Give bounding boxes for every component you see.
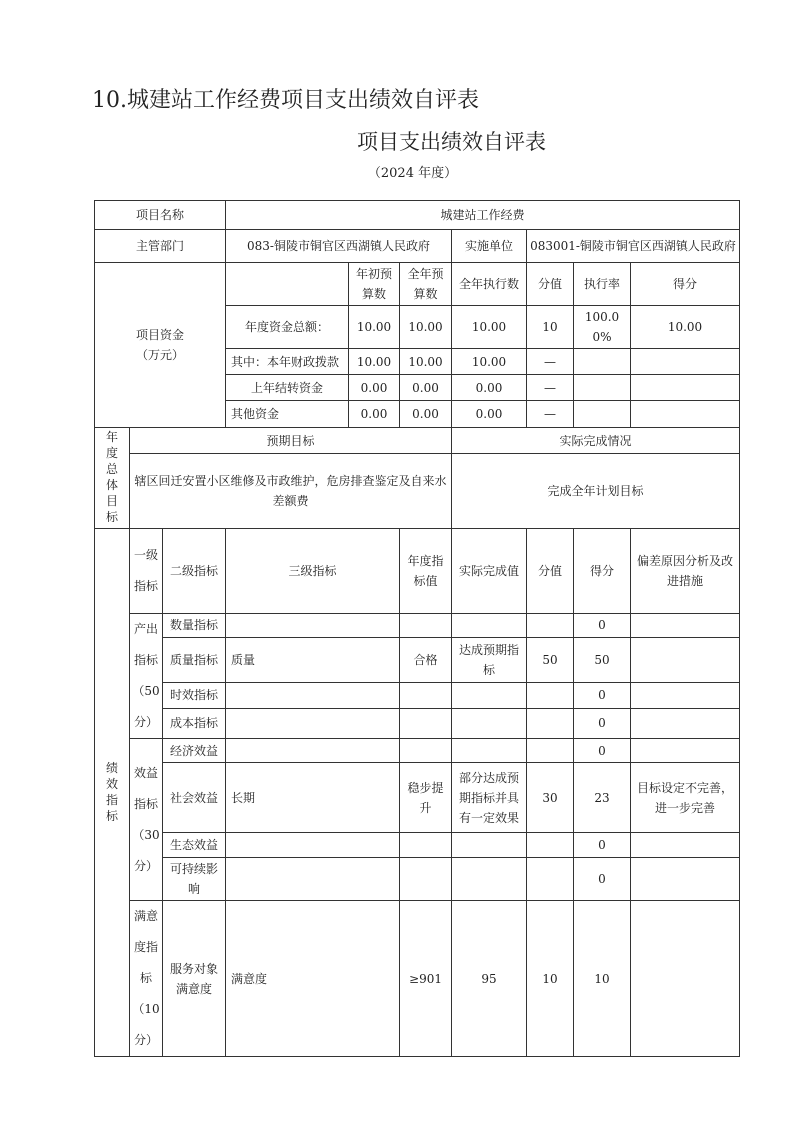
indicator-row [95, 901, 740, 1057]
indicator-row [95, 637, 740, 682]
table-cell: 100.00% [574, 306, 631, 349]
table-cell: 0.00 [349, 375, 400, 401]
table-cell [527, 739, 574, 763]
table-cell: 0 [574, 833, 631, 858]
col-header: 得分 [631, 263, 740, 306]
table-cell: 部分达成预期指标并具有一定效果 [452, 763, 527, 833]
table-cell: 0 [574, 739, 631, 763]
table-cell: — [527, 349, 574, 375]
col-header: 全年预算数 [400, 263, 452, 306]
table-cell [400, 858, 452, 901]
col-header: 年初预算数 [349, 263, 400, 306]
document-title: 10.城建站工作经费项目支出绩效自评表 [92, 88, 479, 113]
level3-indicator [226, 739, 400, 763]
evaluation-table [94, 200, 740, 1057]
table-cell [452, 614, 527, 638]
level2-indicator: 质量指标 [163, 637, 226, 682]
table-cell [631, 349, 740, 375]
col-header: 得分 [574, 529, 631, 614]
table-cell [631, 901, 740, 1057]
funds-label [95, 263, 226, 428]
perf-label-cell [95, 529, 130, 1057]
table-cell: 稳步提升 [400, 763, 452, 833]
table-cell [574, 375, 631, 401]
annual-goal-label-cell [95, 428, 130, 529]
col-header: 二级指标 [163, 529, 226, 614]
table-cell [452, 682, 527, 708]
table-cell [226, 263, 349, 306]
level2-indicator: 时效指标 [163, 682, 226, 708]
table-cell: 10.00 [452, 349, 527, 375]
table-cell [631, 858, 740, 901]
table-cell [631, 401, 740, 428]
table-cell: 10 [574, 901, 631, 1057]
indicator-row [95, 614, 740, 638]
level2-indicator: 生态效益 [163, 833, 226, 858]
unit-label: 实施单位 [452, 230, 527, 263]
col-header: 分值 [527, 529, 574, 614]
level2-indicator: 社会效益 [163, 763, 226, 833]
col-header: 一级指标 [130, 529, 163, 614]
level2-indicator: 经济效益 [163, 739, 226, 763]
indicator-row [95, 682, 740, 708]
table-cell [400, 708, 452, 738]
level3-indicator [226, 682, 400, 708]
indicator-row [95, 858, 740, 901]
table-cell: 10.00 [400, 349, 452, 375]
level2-indicator: 可持续影响 [163, 858, 226, 901]
table-cell [400, 614, 452, 638]
table-cell: 10.00 [452, 306, 527, 349]
year-label: （2024 年度） [367, 166, 458, 181]
level2-indicator: 成本指标 [163, 708, 226, 738]
level1-indicator: 效益指标（30分） [130, 739, 163, 901]
actual-goal-header: 实际完成情况 [452, 428, 740, 454]
col-header: 全年执行数 [452, 263, 527, 306]
table-cell: 10 [527, 901, 574, 1057]
table-cell [400, 682, 452, 708]
table-cell [452, 739, 527, 763]
level3-indicator: 满意度 [226, 901, 400, 1057]
table-cell [400, 833, 452, 858]
level2-indicator: 服务对象满意度 [163, 901, 226, 1057]
table-cell: 10.00 [400, 306, 452, 349]
table-cell [631, 739, 740, 763]
indicator-row [95, 708, 740, 738]
project-name: 城建站工作经费 [226, 201, 740, 230]
actual-goal: 完成全年计划目标 [452, 454, 740, 529]
table-cell: 0.00 [452, 375, 527, 401]
col-header: 三级指标 [226, 529, 400, 614]
funds-unit-text: （万元） [135, 348, 184, 362]
table-cell: 合格 [400, 637, 452, 682]
table-title: 项目支出绩效自评表 [357, 130, 546, 154]
annual-goal-label: 年度总体目标 [105, 430, 118, 524]
table-cell: 0 [574, 858, 631, 901]
funds-row-label: 年度资金总额： [226, 306, 349, 349]
table-cell: — [527, 401, 574, 428]
table-cell: 10.00 [349, 306, 400, 349]
project-name-label: 项目名称 [95, 201, 226, 230]
table-cell [631, 833, 740, 858]
table-cell: 0.00 [400, 401, 452, 428]
table-cell: 目标设定不完善，进一步完善 [631, 763, 740, 833]
table-cell [631, 637, 740, 682]
table-cell [452, 708, 527, 738]
table-cell: 10.00 [631, 306, 740, 349]
indicator-row [95, 739, 740, 763]
table-cell [400, 739, 452, 763]
col-header: 分值 [527, 263, 574, 306]
level2-indicator: 数量指标 [163, 614, 226, 638]
table-cell: 30 [527, 763, 574, 833]
indicator-row [95, 833, 740, 858]
table-cell [631, 682, 740, 708]
table-cell [527, 682, 574, 708]
level3-indicator: 质量 [226, 637, 400, 682]
table-cell [527, 614, 574, 638]
table-cell: 0 [574, 708, 631, 738]
table-cell [452, 833, 527, 858]
expected-goal-header: 预期目标 [130, 428, 452, 454]
funds-label-text: 项目资金 [135, 328, 184, 342]
funds-row-label: 其他资金 [226, 401, 349, 428]
table-cell: 10 [527, 306, 574, 349]
level3-indicator [226, 858, 400, 901]
funds-row-label: 上年结转资金 [226, 375, 349, 401]
perf-label: 绩效指标 [105, 760, 118, 823]
table-cell: ≥901 [400, 901, 452, 1057]
level3-indicator: 长期 [226, 763, 400, 833]
table-cell [631, 708, 740, 738]
level3-indicator [226, 708, 400, 738]
table-cell [631, 614, 740, 638]
col-header: 实际完成值 [452, 529, 527, 614]
table-cell [574, 349, 631, 375]
table-cell [527, 833, 574, 858]
table-cell: — [527, 375, 574, 401]
level3-indicator [226, 614, 400, 638]
unit-value: 083001-铜陵市铜官区西湖镇人民政府 [527, 230, 740, 263]
table-cell: 0.00 [452, 401, 527, 428]
table-cell: 23 [574, 763, 631, 833]
table-cell [631, 375, 740, 401]
table-cell [527, 858, 574, 901]
table-cell: 50 [574, 637, 631, 682]
table-cell: 0 [574, 614, 631, 638]
table-cell: 50 [527, 637, 574, 682]
table-cell: 10.00 [349, 349, 400, 375]
col-header: 执行率 [574, 263, 631, 306]
table-cell: 达成预期指标 [452, 637, 527, 682]
level3-indicator [226, 833, 400, 858]
table-cell [527, 708, 574, 738]
dept-label: 主管部门 [95, 230, 226, 263]
col-header: 年度指标值 [400, 529, 452, 614]
dept-value: 083-铜陵市铜官区西湖镇人民政府 [226, 230, 452, 263]
table-cell: 95 [452, 901, 527, 1057]
indicator-row [95, 763, 740, 833]
col-header: 偏差原因分析及改进措施 [631, 529, 740, 614]
table-cell: 0 [574, 682, 631, 708]
expected-goal: 辖区回迁安置小区维修及市政维护，危房排查鉴定及自来水差额费 [130, 454, 452, 529]
table-cell [452, 858, 527, 901]
level1-indicator: 产出指标（50分） [130, 614, 163, 739]
table-cell [574, 401, 631, 428]
table-cell: 0.00 [400, 375, 452, 401]
funds-row-label: 其中：本年财政拨款 [226, 349, 349, 375]
table-cell: 0.00 [349, 401, 400, 428]
level1-indicator: 满意度指标（10分） [130, 901, 163, 1057]
